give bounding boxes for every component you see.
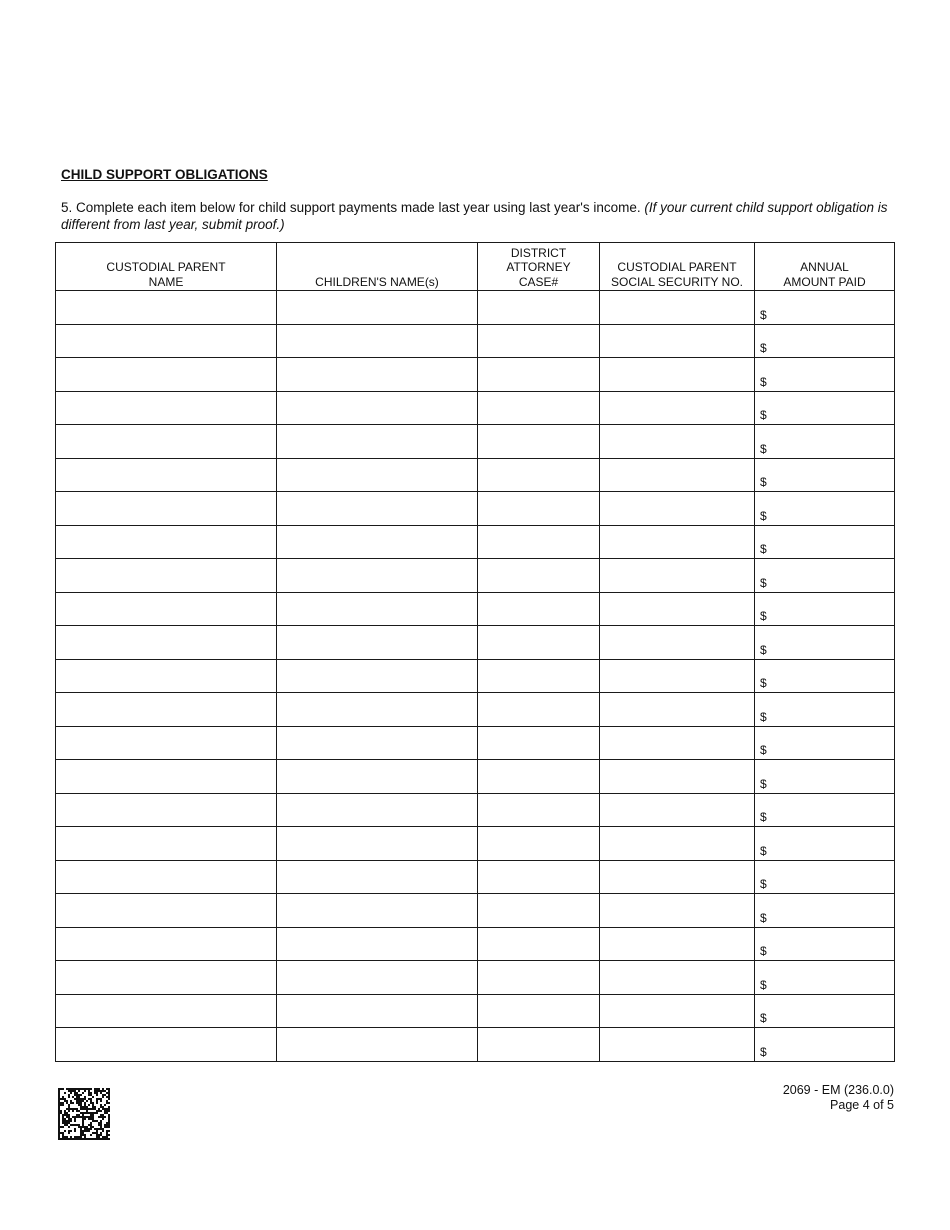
custodial-parent-name-cell[interactable] — [56, 492, 277, 526]
instruction-text: 5. Complete each item below for child support payments made last year using last year's income. — [61, 200, 645, 215]
header-annual-amount-paid: ANNUAL AMOUNT PAID — [755, 243, 895, 291]
header-da-case-number: DISTRICT ATTORNEY CASE# — [478, 243, 600, 291]
childrens-names-cell[interactable] — [277, 726, 478, 760]
childrens-names-cell[interactable] — [277, 927, 478, 961]
annual-amount-cell[interactable] — [755, 961, 895, 995]
custodial-parent-ssn-cell[interactable] — [600, 324, 755, 358]
custodial-parent-name-cell[interactable] — [56, 860, 277, 894]
annual-amount-cell[interactable] — [755, 324, 895, 358]
custodial-parent-name-cell[interactable] — [56, 1028, 277, 1062]
custodial-parent-ssn-cell[interactable] — [600, 693, 755, 727]
table-row — [56, 793, 895, 827]
custodial-parent-ssn-cell[interactable] — [600, 458, 755, 492]
custodial-parent-name-cell[interactable] — [56, 994, 277, 1028]
annual-amount-cell[interactable] — [755, 860, 895, 894]
da-case-number-cell[interactable] — [478, 927, 600, 961]
table-row — [56, 1028, 895, 1062]
currency-symbol: $ — [760, 843, 767, 858]
da-case-number-cell[interactable] — [478, 693, 600, 727]
da-case-number-cell[interactable] — [478, 1028, 600, 1062]
table-row — [56, 693, 895, 727]
childrens-names-cell[interactable] — [277, 492, 478, 526]
table-row — [56, 760, 895, 794]
table-row — [56, 592, 895, 626]
currency-symbol: $ — [760, 475, 767, 489]
instruction-note: (If your current child support obligation is different from last year, submit proof.) — [61, 200, 888, 232]
da-case-number-cell[interactable] — [478, 760, 600, 794]
custodial-parent-name-cell[interactable] — [56, 760, 277, 794]
da-case-number-cell[interactable] — [478, 994, 600, 1028]
custodial-parent-name-cell[interactable] — [56, 559, 277, 593]
annual-amount-cell[interactable] — [755, 358, 895, 392]
custodial-parent-name-cell[interactable] — [56, 391, 277, 425]
table-row — [56, 626, 895, 660]
table-row — [56, 927, 895, 961]
da-case-number-cell[interactable] — [478, 827, 600, 861]
child-support-table — [55, 242, 895, 1062]
custodial-parent-ssn-cell[interactable] — [600, 659, 755, 693]
annual-amount-cell[interactable] — [755, 793, 895, 827]
custodial-parent-name-cell[interactable] — [56, 827, 277, 861]
currency-symbol: $ — [760, 676, 767, 690]
da-case-number-cell[interactable] — [478, 525, 600, 559]
currency-symbol: $ — [760, 341, 767, 355]
childrens-names-cell[interactable] — [277, 626, 478, 660]
da-case-number-cell[interactable] — [478, 793, 600, 827]
da-case-number-cell[interactable] — [478, 626, 600, 660]
header-custodial-parent-ssn: CUSTODIAL PARENT SOCIAL SECURITY NO. — [600, 243, 755, 291]
footer — [783, 1083, 894, 1113]
childrens-names-cell[interactable] — [277, 358, 478, 392]
custodial-parent-ssn-cell[interactable] — [600, 760, 755, 794]
instructions — [61, 199, 896, 233]
childrens-names-cell[interactable] — [277, 894, 478, 928]
da-case-number-cell[interactable] — [478, 726, 600, 760]
custodial-parent-name-cell[interactable] — [56, 693, 277, 727]
table-row — [56, 425, 895, 459]
annual-amount-cell[interactable] — [755, 927, 895, 961]
table-row — [56, 324, 895, 358]
table-row — [56, 894, 895, 928]
custodial-parent-ssn-cell[interactable] — [600, 994, 755, 1028]
page-number: Page 4 of 5 — [830, 1098, 894, 1112]
custodial-parent-name-cell[interactable] — [56, 659, 277, 693]
custodial-parent-ssn-cell[interactable] — [600, 961, 755, 995]
da-case-number-cell[interactable] — [478, 559, 600, 593]
custodial-parent-name-cell[interactable] — [56, 961, 277, 995]
childrens-names-cell[interactable] — [277, 592, 478, 626]
da-case-number-cell[interactable] — [478, 458, 600, 492]
currency-symbol: $ — [760, 408, 767, 422]
barcode-icon — [58, 1088, 110, 1140]
custodial-parent-ssn-cell[interactable] — [600, 827, 755, 861]
custodial-parent-ssn-cell[interactable] — [600, 626, 755, 660]
table-header-row — [56, 243, 895, 291]
currency-symbol: $ — [760, 709, 767, 724]
custodial-parent-name-cell[interactable] — [56, 592, 277, 626]
currency-symbol: $ — [760, 776, 767, 791]
table-row — [56, 726, 895, 760]
childrens-names-cell[interactable] — [277, 324, 478, 358]
custodial-parent-ssn-cell[interactable] — [600, 291, 755, 325]
childrens-names-cell[interactable] — [277, 760, 478, 794]
da-case-number-cell[interactable] — [478, 358, 600, 392]
custodial-parent-ssn-cell[interactable] — [600, 492, 755, 526]
table-row — [56, 458, 895, 492]
da-case-number-cell[interactable] — [478, 894, 600, 928]
custodial-parent-ssn-cell[interactable] — [600, 1028, 755, 1062]
currency-symbol: $ — [760, 508, 767, 523]
custodial-parent-name-cell[interactable] — [56, 927, 277, 961]
da-case-number-cell[interactable] — [478, 324, 600, 358]
custodial-parent-ssn-cell[interactable] — [600, 525, 755, 559]
da-case-number-cell[interactable] — [478, 391, 600, 425]
childrens-names-cell[interactable] — [277, 994, 478, 1028]
annual-amount-cell[interactable] — [755, 894, 895, 928]
table-row — [56, 358, 895, 392]
childrens-names-cell[interactable] — [277, 291, 478, 325]
currency-symbol: $ — [760, 441, 767, 456]
custodial-parent-name-cell[interactable] — [56, 793, 277, 827]
annual-amount-cell[interactable] — [755, 559, 895, 593]
childrens-names-cell[interactable] — [277, 1028, 478, 1062]
custodial-parent-name-cell[interactable] — [56, 291, 277, 325]
childrens-names-cell[interactable] — [277, 860, 478, 894]
currency-symbol: $ — [760, 307, 767, 322]
childrens-names-cell[interactable] — [277, 659, 478, 693]
custodial-parent-ssn-cell[interactable] — [600, 860, 755, 894]
annual-amount-cell[interactable] — [755, 391, 895, 425]
table-row — [56, 559, 895, 593]
custodial-parent-name-cell[interactable] — [56, 525, 277, 559]
currency-symbol: $ — [760, 810, 767, 824]
table-row — [56, 860, 895, 894]
table-row — [56, 827, 895, 861]
custodial-parent-ssn-cell[interactable] — [600, 559, 755, 593]
currency-symbol: $ — [760, 877, 767, 891]
currency-symbol: $ — [760, 743, 767, 757]
table-row — [56, 391, 895, 425]
currency-symbol: $ — [760, 910, 767, 925]
annual-amount-cell[interactable] — [755, 1028, 895, 1062]
form-id: 2069 - EM (236.0.0) — [782, 1083, 894, 1097]
currency-symbol: $ — [760, 609, 767, 623]
table-row — [56, 525, 895, 559]
childrens-names-cell[interactable] — [277, 425, 478, 459]
annual-amount-cell[interactable] — [755, 425, 895, 459]
custodial-parent-name-cell[interactable] — [56, 425, 277, 459]
da-case-number-cell[interactable] — [478, 425, 600, 459]
childrens-names-cell[interactable] — [277, 559, 478, 593]
custodial-parent-name-cell[interactable] — [56, 726, 277, 760]
header-custodial-parent-name: CUSTODIAL PARENT NAME — [56, 243, 277, 291]
childrens-names-cell[interactable] — [277, 961, 478, 995]
custodial-parent-ssn-cell[interactable] — [600, 793, 755, 827]
annual-amount-cell[interactable] — [755, 525, 895, 559]
currency-symbol: $ — [760, 542, 767, 556]
da-case-number-cell[interactable] — [478, 291, 600, 325]
childrens-names-cell[interactable] — [277, 391, 478, 425]
annual-amount-cell[interactable] — [755, 994, 895, 1028]
childrens-names-cell[interactable] — [277, 827, 478, 861]
da-case-number-cell[interactable] — [478, 659, 600, 693]
da-case-number-cell[interactable] — [478, 961, 600, 995]
annual-amount-cell[interactable] — [755, 291, 895, 325]
currency-symbol: $ — [760, 1011, 767, 1025]
currency-symbol: $ — [760, 1044, 767, 1059]
childrens-names-cell[interactable] — [277, 525, 478, 559]
table-body — [56, 291, 895, 1062]
custodial-parent-name-cell[interactable] — [56, 894, 277, 928]
childrens-names-cell[interactable] — [277, 693, 478, 727]
custodial-parent-ssn-cell[interactable] — [600, 391, 755, 425]
table-row — [56, 291, 895, 325]
table-row — [56, 659, 895, 693]
da-case-number-cell[interactable] — [478, 492, 600, 526]
currency-symbol: $ — [760, 944, 767, 958]
currency-symbol: $ — [760, 977, 767, 992]
table-row — [56, 492, 895, 526]
annual-amount-cell[interactable] — [755, 626, 895, 660]
annual-amount-cell[interactable] — [755, 659, 895, 693]
custodial-parent-name-cell[interactable] — [56, 626, 277, 660]
childrens-names-cell[interactable] — [277, 793, 478, 827]
annual-amount-cell[interactable] — [755, 458, 895, 492]
section-heading: CHILD SUPPORT OBLIGATIONS — [61, 167, 268, 182]
custodial-parent-name-cell[interactable] — [56, 324, 277, 358]
header-childrens-names: CHILDREN'S NAME(s) — [277, 243, 478, 291]
annual-amount-cell[interactable] — [755, 492, 895, 526]
custodial-parent-ssn-cell[interactable] — [600, 894, 755, 928]
annual-amount-cell[interactable] — [755, 693, 895, 727]
table-row — [56, 961, 895, 995]
custodial-parent-ssn-cell[interactable] — [600, 726, 755, 760]
custodial-parent-name-cell[interactable] — [56, 358, 277, 392]
da-case-number-cell[interactable] — [478, 860, 600, 894]
currency-symbol: $ — [760, 575, 767, 590]
custodial-parent-ssn-cell[interactable] — [600, 358, 755, 392]
custodial-parent-name-cell[interactable] — [56, 458, 277, 492]
currency-symbol: $ — [760, 374, 767, 389]
annual-amount-cell[interactable] — [755, 592, 895, 626]
custodial-parent-ssn-cell[interactable] — [600, 592, 755, 626]
annual-amount-cell[interactable] — [755, 760, 895, 794]
currency-symbol: $ — [760, 642, 767, 657]
da-case-number-cell[interactable] — [478, 592, 600, 626]
table-row — [56, 994, 895, 1028]
custodial-parent-ssn-cell[interactable] — [600, 927, 755, 961]
custodial-parent-ssn-cell[interactable] — [600, 425, 755, 459]
childrens-names-cell[interactable] — [277, 458, 478, 492]
annual-amount-cell[interactable] — [755, 827, 895, 861]
annual-amount-cell[interactable] — [755, 726, 895, 760]
